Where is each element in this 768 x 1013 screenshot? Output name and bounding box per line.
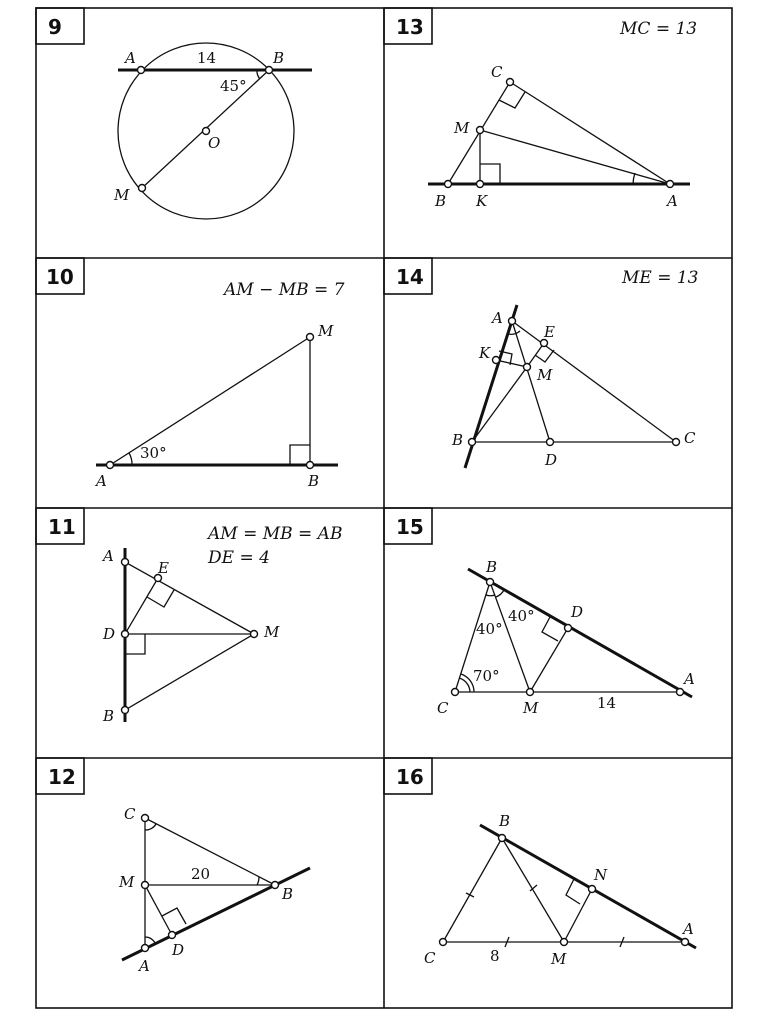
right-angle-n: [566, 879, 580, 904]
angle-arc-c1: [459, 678, 470, 692]
point-b: [445, 181, 452, 188]
panel-14: [384, 258, 699, 469]
label-d: D: [172, 941, 185, 959]
condition-2: DE = 4: [208, 548, 270, 568]
label-c: C: [124, 805, 136, 823]
problem-number: 16: [396, 765, 424, 789]
segment-bm: [472, 367, 527, 442]
label-m: M: [523, 699, 539, 717]
point-k: [477, 181, 484, 188]
label-o: O: [208, 134, 221, 152]
point-a: [509, 318, 516, 325]
point-a: [107, 462, 114, 469]
label-c: C: [437, 699, 449, 717]
point-m: [524, 364, 531, 371]
label-m: M: [119, 873, 135, 891]
point-b: [307, 462, 314, 469]
length-ab: 14: [197, 49, 217, 67]
label-c: C: [424, 949, 436, 967]
label-b: B: [103, 707, 115, 725]
angle-arc-a: [633, 173, 635, 184]
condition: ME = 13: [622, 268, 699, 288]
panel-15: [384, 508, 695, 717]
problem-number: 9: [48, 15, 62, 39]
problem-number: 13: [396, 15, 424, 39]
problem-number: 12: [48, 765, 76, 789]
angle-label-c: 70°: [473, 667, 500, 685]
right-angle-d: [162, 908, 186, 924]
point-m: [142, 882, 149, 889]
angle-arc-a: [145, 937, 155, 943]
label-c: C: [684, 429, 696, 447]
point-a: [667, 181, 674, 188]
label-b: B: [282, 885, 294, 903]
line-ba: [480, 825, 696, 948]
length-mb: 20: [191, 865, 211, 883]
point-b: [487, 579, 494, 586]
line-ab: [122, 868, 310, 960]
point-b: [469, 439, 476, 446]
right-angle-k: [480, 164, 500, 184]
label-a: A: [492, 309, 503, 327]
label-m: M: [454, 119, 470, 137]
right-angle-e: [147, 590, 174, 607]
point-m: [139, 185, 146, 192]
point-a: [138, 67, 145, 74]
right-angle-b: [290, 445, 310, 465]
label-a: A: [667, 192, 678, 210]
problem-number: 11: [48, 515, 76, 539]
label-c: C: [491, 63, 503, 81]
panel-12: [36, 758, 310, 975]
panel-16: [384, 758, 696, 968]
point-c: [507, 79, 514, 86]
perpendicular-mk: [496, 360, 527, 367]
label-e: E: [158, 559, 169, 577]
point-b: [122, 707, 129, 714]
label-m: M: [318, 322, 334, 340]
angle-label: 45°: [220, 77, 247, 95]
label-a: A: [96, 472, 107, 490]
label-a: A: [139, 957, 150, 975]
label-a: A: [125, 49, 136, 67]
point-d: [565, 625, 572, 632]
problem-number: 10: [46, 265, 74, 289]
label-n: N: [594, 866, 608, 884]
panel-9: [36, 8, 312, 219]
point-c: [142, 815, 149, 822]
point-c: [452, 689, 459, 696]
angle-arc-b1: [486, 595, 495, 596]
length-cm: 8: [490, 947, 500, 965]
angle-label-b1: 40°: [476, 620, 503, 638]
label-a: A: [103, 547, 114, 565]
point-m: [307, 334, 314, 341]
angle-arc-a: [129, 453, 132, 465]
angle-arc-b: [257, 877, 259, 885]
side-bc: [443, 838, 502, 942]
label-d: D: [545, 451, 558, 469]
angle-label-b2: 40°: [508, 607, 535, 625]
side-am: [125, 562, 254, 634]
condition-1: AM = MB = AB: [208, 524, 343, 544]
label-a: A: [684, 670, 695, 688]
label-b: B: [273, 49, 285, 67]
problem-number: 14: [396, 265, 424, 289]
point-c: [440, 939, 447, 946]
perpendicular-de: [125, 578, 158, 634]
point-m: [561, 939, 568, 946]
point-d: [169, 932, 176, 939]
right-angle-d: [125, 634, 145, 654]
perpendicular-md: [530, 628, 568, 692]
point-m: [477, 127, 484, 134]
angle-label: 30°: [140, 444, 167, 462]
point-d: [547, 439, 554, 446]
angle-arc-b2: [496, 590, 504, 597]
panel-13: [384, 8, 697, 210]
label-b: B: [486, 558, 498, 576]
label-m: M: [264, 623, 280, 641]
point-b: [266, 67, 273, 74]
label-m: M: [551, 950, 567, 968]
label-e: E: [544, 323, 555, 341]
length-ma: 14: [597, 694, 617, 712]
label-d: D: [571, 603, 584, 621]
angle-arc-c: [145, 824, 156, 830]
point-c: [673, 439, 680, 446]
point-a: [142, 945, 149, 952]
label-m: M: [114, 186, 130, 204]
point-d: [122, 631, 129, 638]
point-a: [682, 939, 689, 946]
segment-ma: [480, 130, 670, 184]
perpendicular-md: [145, 885, 172, 935]
label-b: B: [435, 192, 447, 210]
label-b: B: [499, 812, 511, 830]
point-k: [493, 357, 500, 364]
point-a: [677, 689, 684, 696]
label-m: M: [537, 366, 553, 384]
panel-11: [36, 508, 342, 725]
side-ca: [510, 82, 670, 184]
label-a: A: [683, 920, 694, 938]
problem-number: 15: [396, 515, 424, 539]
point-n: [589, 886, 596, 893]
panel-10: [36, 258, 345, 490]
point-m: [527, 689, 534, 696]
point-m: [251, 631, 258, 638]
label-b: B: [452, 431, 464, 449]
label-d: D: [103, 625, 116, 643]
label-k: K: [479, 344, 491, 362]
point-b: [272, 882, 279, 889]
condition: MC = 13: [620, 19, 698, 39]
point-b: [499, 835, 506, 842]
label-k: K: [476, 192, 488, 210]
label-b: B: [308, 472, 320, 490]
condition: AM − MB = 7: [224, 280, 345, 300]
point-a: [122, 559, 129, 566]
